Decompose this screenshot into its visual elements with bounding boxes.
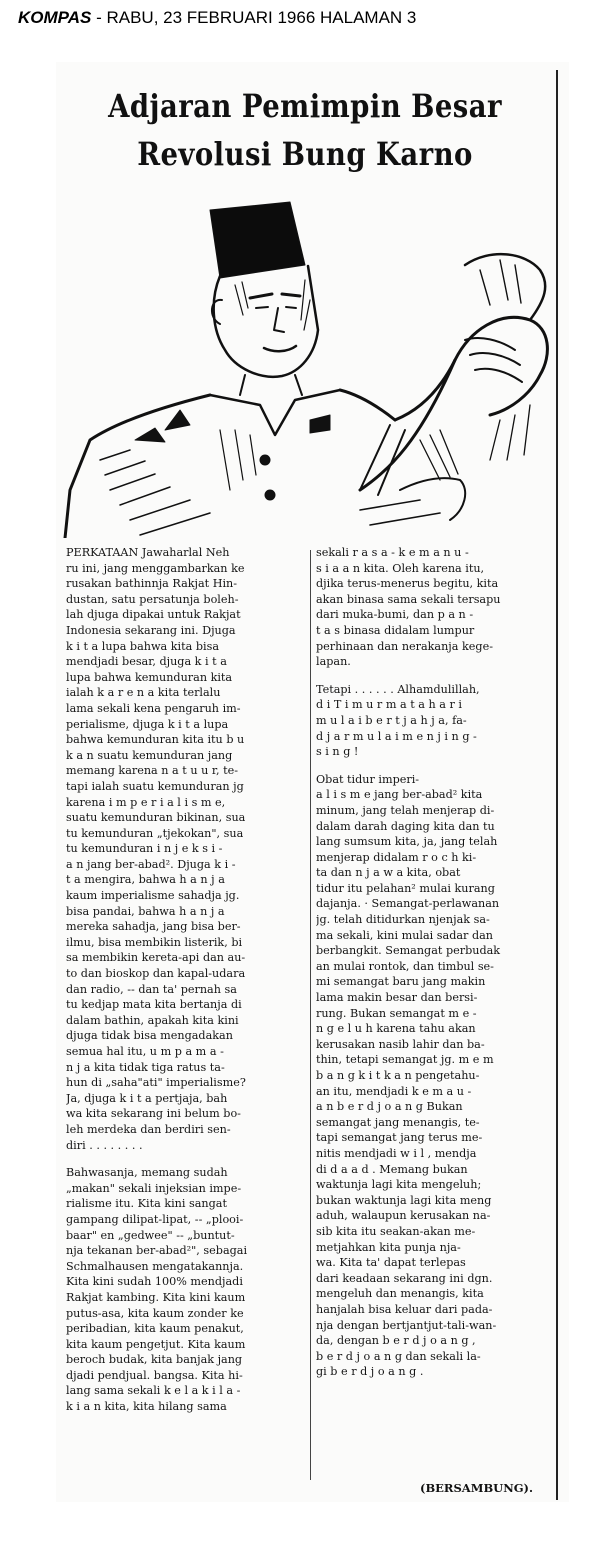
title-line: Revolusi Bung Karno xyxy=(137,135,473,173)
text-line: lang sama sekali k e l a k i l a - xyxy=(66,1384,241,1398)
text-line: perialisme, djuga k i t a lupa xyxy=(66,717,229,731)
column-rule-right xyxy=(556,70,558,1500)
text-line: djuga tidak bisa mengadakan xyxy=(66,1029,233,1043)
text-line: rung. Bukan semangat m e - xyxy=(316,1006,477,1020)
text-line: dari keadaan sekarang ini dgn. xyxy=(316,1271,493,1285)
text-line: kerusakan nasib lahir dan ba- xyxy=(316,1037,485,1051)
text-line: an mulai rontok, dan timbul se- xyxy=(316,959,494,973)
text-line: lupa bahwa kemunduran kita xyxy=(66,670,233,684)
text-line: dalam darah daging kita dan tu xyxy=(316,819,495,833)
text-line: tu kemunduran „tjekokan", sua xyxy=(66,826,244,840)
text-line: „makan" sekali injeksian impe- xyxy=(66,1181,242,1195)
publication-name: KOMPAS xyxy=(18,8,92,27)
paragraph-gap xyxy=(66,1153,306,1165)
column-rule-middle xyxy=(310,550,311,1480)
text-line: sib kita itu seakan-akan me- xyxy=(316,1224,476,1238)
text-line: tapi semangat jang terus me- xyxy=(316,1131,483,1145)
text-line: Ja, djuga k i t a pertjaja, bah xyxy=(66,1091,228,1105)
text-line: wa kita sekarang ini belum bo- xyxy=(66,1107,241,1121)
text-line: ma sekali, kini mulai sadar dan xyxy=(316,928,493,942)
text-line: ialah k a r e n a kita terlalu xyxy=(66,686,221,700)
text-line: waktunja lagi kita mengeluh; xyxy=(316,1178,482,1192)
text-line: bahwa kemunduran kita itu b u xyxy=(66,733,245,747)
text-line: di d a a d . Memang bukan xyxy=(316,1162,468,1176)
text-line: nja dengan bertjantjut-tali-wan- xyxy=(316,1318,497,1332)
text-line: s i n g ! xyxy=(316,745,359,759)
text-line: gi b e r d j o a n g . xyxy=(316,1365,424,1379)
text-line: to dan bioskop dan kapal-udara xyxy=(66,967,246,981)
text-line: jg. telah ditidurkan njenjak sa- xyxy=(316,913,490,927)
text-line: Kita kini sudah 100% mendjadi xyxy=(66,1275,243,1289)
text-line: Schmalhausen mengatakannja. xyxy=(66,1259,244,1273)
text-line: k i a n kita, kita hilang sama xyxy=(66,1400,227,1414)
text-line: diri . . . . . . . . xyxy=(66,1138,143,1152)
text-line: perhinaan dan nerakanja kege- xyxy=(316,639,493,653)
text-line: lama sekali kena pengaruh im- xyxy=(66,701,241,715)
text-line: metjahkan kita punja nja- xyxy=(316,1240,461,1254)
text-line: nja tekanan ber-abad²", sebagai xyxy=(66,1244,248,1258)
text-line: s i a a n kita. Oleh karena itu, xyxy=(316,561,485,575)
text-line: mi semangat baru jang makin xyxy=(316,975,486,989)
text-line: hun di „saha"ati" imperialisme? xyxy=(66,1076,246,1090)
text-line: baar" en „gedwee" -- „buntut- xyxy=(66,1228,235,1242)
text-line: Tetapi . . . . . . Alhamdulillah, xyxy=(316,682,480,696)
text-line: bukan waktunja lagi kita meng xyxy=(316,1193,492,1207)
text-line: k i t a lupa bahwa kita bisa xyxy=(66,639,219,653)
text-line: beroch budak, kita banjak jang xyxy=(66,1353,243,1367)
paragraph-gap xyxy=(316,760,556,772)
text-line: t a s binasa didalam lumpur xyxy=(316,623,475,637)
text-line: d i T i m u r m a t a h a r i xyxy=(316,698,462,712)
text-line: mengeluh dan menangis, kita xyxy=(316,1287,484,1301)
text-line: ta dan n j a w a kita, obat xyxy=(316,866,461,880)
article-title xyxy=(94,82,515,178)
text-line: lang sumsum kita, ja, jang telah xyxy=(316,835,498,849)
text-line: lah djuga dipakai untuk Rakjat xyxy=(66,608,241,622)
text-line: tu kedjap mata kita bertanja di xyxy=(66,998,242,1012)
text-line: dajanja. · Semangat-perlawanan xyxy=(316,897,500,911)
text-line: suatu kemunduran bikinan, sua xyxy=(66,811,246,825)
text-line: Rakjat kambing. Kita kini kaum xyxy=(66,1290,246,1304)
text-line: semua hal itu, u m p a m a - xyxy=(66,1045,224,1058)
text-line: gampang dilipat-lipat, -- „plooi- xyxy=(66,1212,244,1226)
text-line: k a n suatu kemunduran jang xyxy=(66,748,233,762)
header-date-page: - RABU, 23 FEBRUARI 1966 HALAMAN 3 xyxy=(91,8,417,27)
text-line: dalam bathin, apakah kita kini xyxy=(66,1013,239,1027)
text-line: nitis mendjadi w i l , mendja xyxy=(316,1146,477,1160)
text-line: n j a kita tidak tiga ratus ta- xyxy=(66,1060,225,1074)
text-line: akan binasa sama sekali tersapu xyxy=(316,592,501,606)
text-line: m u l a i b e r t j a h j a, fa- xyxy=(316,713,467,727)
text-line: berbangkit. Semangat perbudak xyxy=(316,944,501,958)
article-signoff: (BERSAMBUNG). xyxy=(420,1481,533,1495)
text-line: tidur itu pelahan² mulai kurang xyxy=(316,881,495,895)
text-line: dan radio, -- dan ta' pernah sa xyxy=(66,982,237,996)
text-line: an itu, mendjadi k e m a u - xyxy=(316,1084,472,1098)
text-line: Indonesia sekarang ini. Djuga xyxy=(66,623,236,637)
text-line: d j a r m u l a i m e n j i n g - xyxy=(316,729,477,743)
text-line: thin, tetapi semangat jg. m e m xyxy=(316,1053,494,1067)
text-line: menjerap didalam r o c h ki- xyxy=(316,850,477,864)
text-line: dustan, satu persatunja boleh- xyxy=(66,592,239,606)
text-line: a n b e r d j o a n g Bukan xyxy=(316,1100,463,1114)
text-line: dari muka-bumi, dan p a n - xyxy=(316,608,474,622)
text-line: sekali r a s a - k e m a n u - xyxy=(316,546,469,559)
text-line: wa. Kita ta' dapat terlepas xyxy=(316,1256,466,1270)
text-line: tu kemunduran i n j e k s i - xyxy=(66,842,223,856)
text-line: rusakan bathinnja Rakjat Hin- xyxy=(66,577,238,591)
text-line: semangat jang menangis, te- xyxy=(316,1115,480,1129)
article-column-right xyxy=(316,545,556,1380)
text-line: hanjalah bisa keluar dari pada- xyxy=(316,1302,493,1316)
text-line: lapan. xyxy=(316,655,351,669)
article-column-left xyxy=(66,545,306,1415)
text-line: ilmu, bisa membikin listerik, bi xyxy=(66,935,243,949)
text-line: rialisme itu. Kita kini sangat xyxy=(66,1197,227,1211)
text-line: memang karena n a t u u r, te- xyxy=(66,764,238,778)
sukarno-sketch-illustration xyxy=(60,190,555,538)
text-line: tapi ialah suatu kemunduran jg xyxy=(66,779,244,793)
text-line: Bahwasanja, memang sudah xyxy=(66,1166,228,1180)
page-header xyxy=(18,8,598,28)
text-line: lama makin besar dan bersi- xyxy=(316,991,478,1005)
text-line: b a n g k i t k a n pengetahu- xyxy=(316,1069,480,1082)
text-line: leh merdeka dan berdiri sen- xyxy=(66,1122,231,1136)
text-line: bisa pandai, bahwa h a n j a xyxy=(66,904,225,918)
text-line: kita kaum pengetjut. Kita kaum xyxy=(66,1337,246,1351)
text-line: djika terus-menerus begitu, kita xyxy=(316,577,499,591)
paragraph-gap xyxy=(316,670,556,682)
text-line: b e r d j o a n g dan sekali la- xyxy=(316,1349,481,1363)
text-line: aduh, walaupun kerusakan na- xyxy=(316,1209,491,1223)
text-line: putus-asa, kita kaum zonder ke xyxy=(66,1306,244,1320)
text-line: da, dengan b e r d j o a n g , xyxy=(316,1334,476,1348)
text-line: kaum imperialisme sahadja jg. xyxy=(66,889,240,903)
text-line: PERKATAAN Jawaharlal Neh xyxy=(66,546,230,559)
text-line: ru ini, jang menggambarkan ke xyxy=(66,561,245,575)
text-line: djadi pendjual. bangsa. Kita hi- xyxy=(66,1368,243,1382)
text-line: t a mengira, bahwa h a n j a xyxy=(66,873,225,887)
text-line: a l i s m e jang ber-abad² kita xyxy=(316,788,483,802)
text-line: karena i m p e r i a l i s m e, xyxy=(66,795,226,809)
text-line: minum, jang telah menjerap di- xyxy=(316,803,495,817)
text-line: mendjadi besar, djuga k i t a xyxy=(66,655,227,669)
text-line: mereka sahadja, jang bisa ber- xyxy=(66,920,241,934)
title-line: Adjaran Pemimpin Besar xyxy=(108,87,502,125)
text-line: peribadian, kita kaum penakut, xyxy=(66,1322,244,1336)
text-line: Obat tidur imperi- xyxy=(316,772,420,786)
text-line: a n jang ber-abad². Djuga k i - xyxy=(66,857,236,871)
text-line: sa membikin kereta-api dan au- xyxy=(66,951,246,965)
text-line: n g e l u h karena tahu akan xyxy=(316,1022,476,1036)
